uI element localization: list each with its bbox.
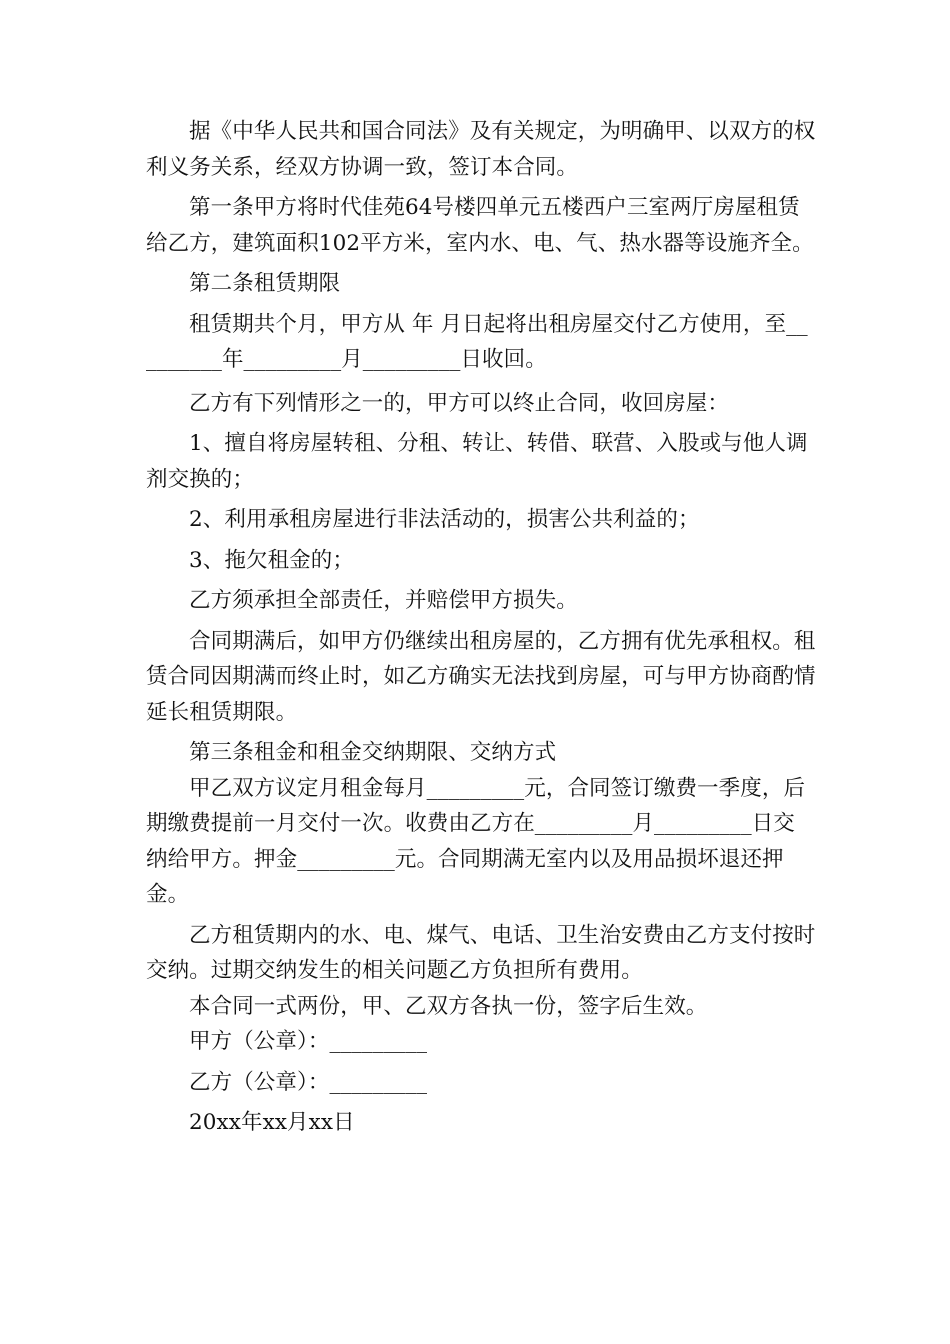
- article-one-paragraph: 第一条甲方将时代佳苑64号楼四单元五楼西户三室两厅房屋租赁给乙方，建筑面积102平方米，室内水、电、气、热水器等设施齐全。: [146, 195, 814, 256]
- termination-item-3: 3、拖欠租金的；: [189, 547, 354, 573]
- lease-term-paragraph: 租赁期共个月，甲方从 年 月日起将出租房屋交付乙方使用，至_________年_________月_________日收回。: [146, 311, 808, 372]
- party-a-signature-line: 甲方（公章）：_________: [189, 1029, 428, 1054]
- termination-intro-paragraph: 乙方有下列情形之一的，甲方可以终止合同，收回房屋：: [189, 390, 730, 416]
- termination-item-1: 1、擅自将房屋转租、分租、转让、转借、联营、入股或与他人调剂交换的；: [146, 431, 808, 492]
- rent-payment-paragraph: 甲乙双方议定月租金每月_________元，合同签订缴费一季度，后期缴费提前一月交付一次。收费由乙方在_________月_________日交纳给甲方。押金_________元。合同期满无室内以及用品损坏退还押金。: [146, 775, 806, 907]
- renewal-paragraph: 合同期满后，如甲方仍继续出租房屋的，乙方拥有优先承租权。租赁合同因期满而终止时，如乙方确实无法找到房屋，可与甲方协商酌情延长租赁期限。: [146, 628, 816, 725]
- copies-paragraph: 本合同一式两份，甲、乙双方各执一份，签字后生效。: [189, 993, 708, 1019]
- article-three-heading: 第三条租金和租金交纳期限、交纳方式: [189, 740, 557, 765]
- preamble-paragraph: 据《中华人民共和国合同法》及有关规定，为明确甲、以双方的权利义务关系，经双方协调一致，签订本合同。: [146, 119, 816, 180]
- liability-paragraph: 乙方须承担全部责任，并赔偿甲方损失。: [189, 588, 578, 613]
- document-body: [146, 114, 816, 1141]
- termination-item-2: 2、利用承租房屋进行非法活动的，损害公共利益的；: [189, 507, 700, 532]
- date-line: 20xx年xx月xx日: [189, 1110, 355, 1135]
- utilities-paragraph: 乙方租赁期内的水、电、煤气、电话、卫生治安费由乙方支付按时交纳。过期交纳发生的相关问题乙方负担所有费用。: [146, 922, 816, 983]
- party-b-signature-line: 乙方（公章）：_________: [189, 1069, 428, 1095]
- article-two-heading: 第二条租赁期限: [189, 271, 341, 296]
